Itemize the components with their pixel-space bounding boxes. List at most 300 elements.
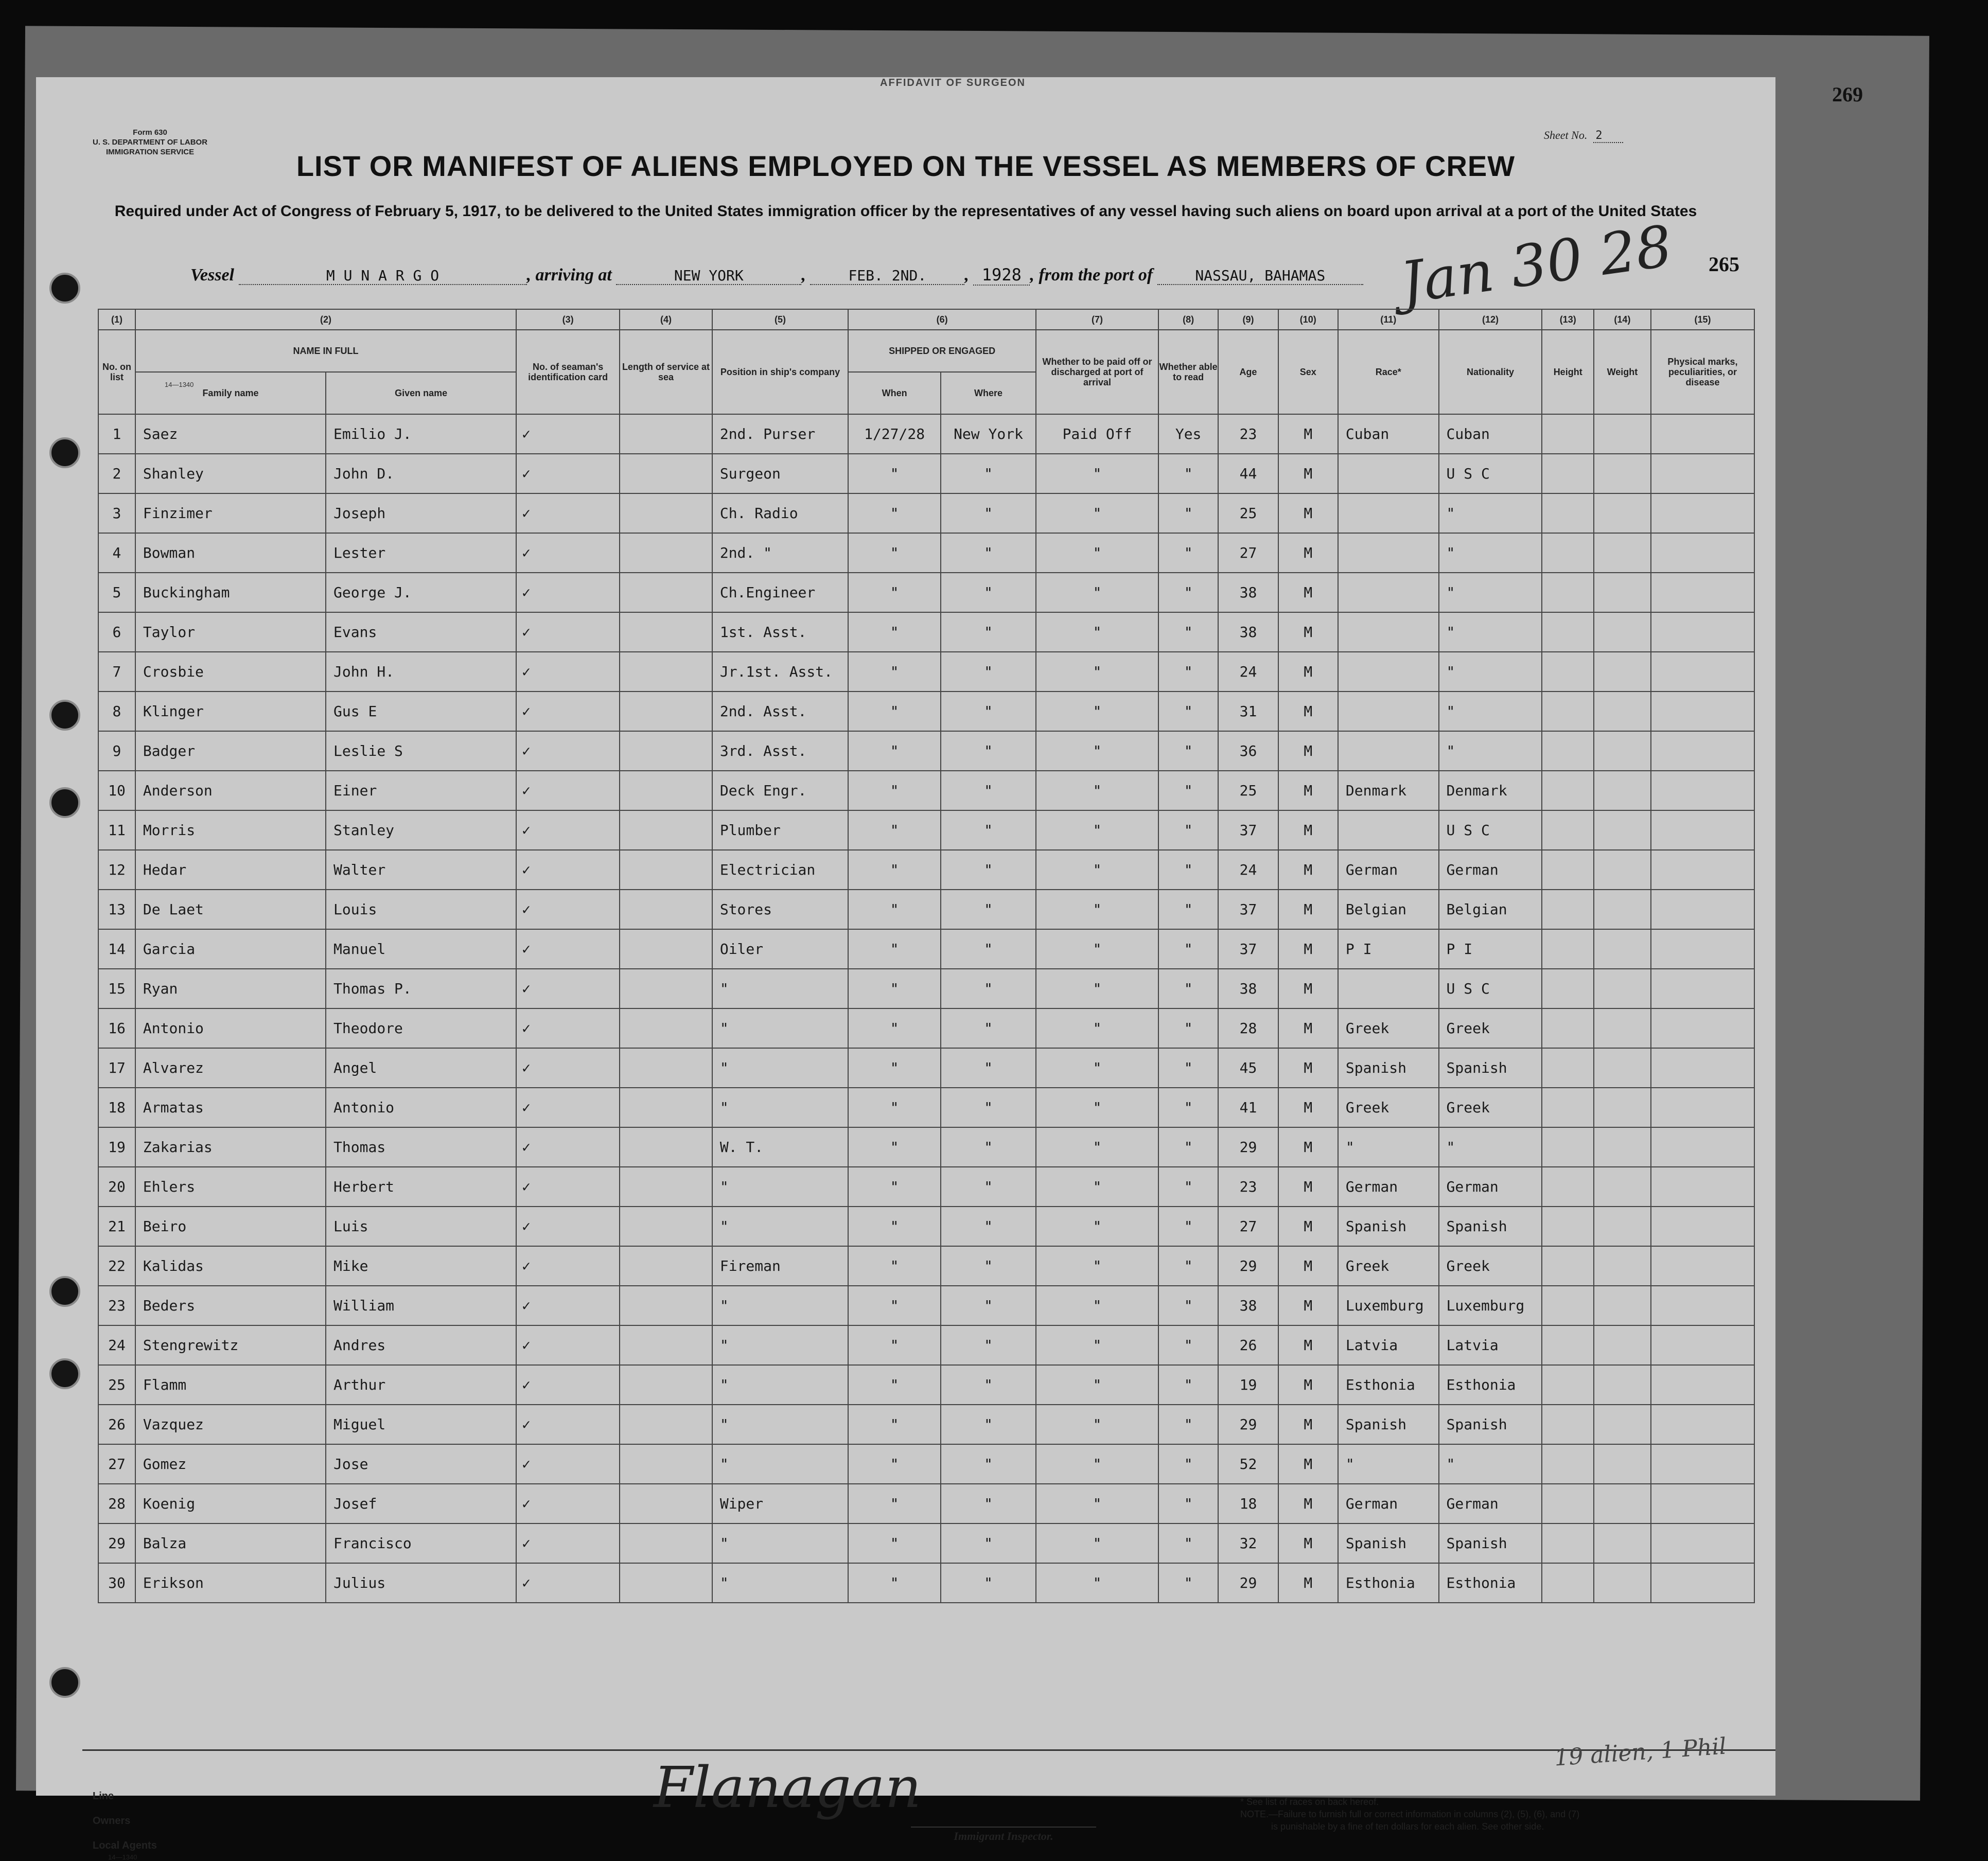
family-name: Beders (135, 1286, 326, 1325)
empty-cell (620, 612, 712, 652)
empty-cell (1542, 692, 1593, 731)
given-name: Einer (326, 771, 516, 810)
shipped-where: " (941, 1325, 1036, 1365)
position: " (712, 1563, 848, 1603)
empty-cell (1542, 810, 1593, 850)
sex: M (1278, 1444, 1338, 1484)
empty-cell (1594, 1405, 1651, 1444)
sex: M (1278, 1048, 1338, 1088)
shipped-when: " (848, 612, 941, 652)
race (1338, 731, 1439, 771)
sex: M (1278, 1325, 1338, 1365)
paid-off: " (1036, 1325, 1158, 1365)
race: Greek (1338, 1008, 1439, 1048)
shipped-when: " (848, 1286, 941, 1325)
nationality: U S C (1439, 810, 1542, 850)
empty-cell (1542, 1365, 1593, 1405)
shipped-where: " (941, 454, 1036, 493)
able-to-read: " (1158, 771, 1218, 810)
row-number: 24 (98, 1325, 135, 1365)
sex: M (1278, 612, 1338, 652)
shipped-where: " (941, 850, 1036, 890)
given-name: Thomas P. (326, 969, 516, 1008)
vessel-label: Vessel (190, 265, 234, 285)
checkmark-icon: ✓ (516, 1127, 620, 1167)
paid-off: " (1036, 1048, 1158, 1088)
checkmark-icon: ✓ (516, 612, 620, 652)
race (1338, 969, 1439, 1008)
sex: M (1278, 969, 1338, 1008)
header-age: Age (1218, 330, 1278, 414)
empty-cell (620, 1523, 712, 1563)
row-number: 30 (98, 1563, 135, 1603)
page-number-right: 265 (1709, 253, 1739, 276)
race (1338, 573, 1439, 612)
checkmark-icon: ✓ (516, 771, 620, 810)
able-to-read: " (1158, 731, 1218, 771)
table-row (98, 1523, 1754, 1563)
nationality: " (1439, 533, 1542, 573)
family-name: Vazquez (135, 1405, 326, 1444)
shipped-when: " (848, 533, 941, 573)
paid-off: " (1036, 890, 1158, 929)
empty-cell (620, 1127, 712, 1167)
paid-off: " (1036, 929, 1158, 969)
binder-hole (49, 273, 80, 304)
table-row (98, 414, 1754, 454)
table-row (98, 890, 1754, 929)
empty-cell (620, 1167, 712, 1207)
race: Spanish (1338, 1048, 1439, 1088)
row-number: 11 (98, 810, 135, 850)
empty-cell (1594, 1523, 1651, 1563)
shipped-when: " (848, 1048, 941, 1088)
given-name: Leslie S (326, 731, 516, 771)
row-number: 21 (98, 1207, 135, 1246)
position: Jr.1st. Asst. (712, 652, 848, 692)
paid-off: " (1036, 1207, 1158, 1246)
position: 2nd. Purser (712, 414, 848, 454)
empty-cell (1594, 1127, 1651, 1167)
age: 31 (1218, 692, 1278, 731)
voyage-line: Vessel M U N A R G O , arriving at NEW YORK , FEB. 2ND. , 1928 , from the port of NASSAU, BAHAMAS (190, 265, 1363, 286)
footer-notes (1240, 1796, 1579, 1833)
shipped-when: " (848, 1088, 941, 1127)
empty-cell (1542, 493, 1593, 533)
row-number: 19 (98, 1127, 135, 1167)
checkmark-icon: ✓ (516, 573, 620, 612)
sex: M (1278, 1365, 1338, 1405)
shipped-when: " (848, 1246, 941, 1286)
sex: M (1278, 731, 1338, 771)
col-num: (4) (620, 309, 712, 330)
paid-off: " (1036, 1405, 1158, 1444)
row-number: 25 (98, 1365, 135, 1405)
race: Esthonia (1338, 1563, 1439, 1603)
age: 37 (1218, 929, 1278, 969)
shipped-when: " (848, 1523, 941, 1563)
sex: M (1278, 692, 1338, 731)
empty-cell (1651, 850, 1754, 890)
family-name: Antonio (135, 1008, 326, 1048)
empty-cell (1594, 1484, 1651, 1523)
row-number: 10 (98, 771, 135, 810)
empty-cell (1542, 1127, 1593, 1167)
crew-manifest-table (98, 309, 1755, 1603)
table-row (98, 1405, 1754, 1444)
age: 37 (1218, 810, 1278, 850)
position: Surgeon (712, 454, 848, 493)
empty-cell (1594, 1207, 1651, 1246)
crew-rows (98, 414, 1754, 1603)
nationality: German (1439, 1484, 1542, 1523)
position: 2nd. Asst. (712, 692, 848, 731)
checkmark-icon: ✓ (516, 1088, 620, 1127)
age: 29 (1218, 1563, 1278, 1603)
row-number: 18 (98, 1088, 135, 1127)
race: Esthonia (1338, 1365, 1439, 1405)
manifest-page (36, 77, 1863, 1861)
header-race: Race* (1338, 330, 1439, 414)
row-number: 7 (98, 652, 135, 692)
empty-cell (1651, 1088, 1754, 1127)
empty-cell (620, 1286, 712, 1325)
position: Ch. Radio (712, 493, 848, 533)
age: 27 (1218, 1207, 1278, 1246)
position: 2nd. " (712, 533, 848, 573)
position: Wiper (712, 1484, 848, 1523)
nationality: Denmark (1439, 771, 1542, 810)
row-number: 8 (98, 692, 135, 731)
given-name: Mike (326, 1246, 516, 1286)
empty-cell (1651, 1207, 1754, 1246)
empty-cell (620, 810, 712, 850)
checkmark-icon: ✓ (516, 652, 620, 692)
position: " (712, 1325, 848, 1365)
checkmark-icon: ✓ (516, 533, 620, 573)
table-row (98, 1167, 1754, 1207)
empty-cell (1542, 771, 1593, 810)
race: German (1338, 1167, 1439, 1207)
empty-cell (1542, 731, 1593, 771)
paid-off: " (1036, 771, 1158, 810)
table-row (98, 692, 1754, 731)
paid-off: Paid Off (1036, 414, 1158, 454)
position: Deck Engr. (712, 771, 848, 810)
empty-cell (620, 1365, 712, 1405)
shipped-when: " (848, 692, 941, 731)
position: " (712, 1286, 848, 1325)
empty-cell (620, 454, 712, 493)
able-to-read: " (1158, 1088, 1218, 1127)
shipped-when: " (848, 969, 941, 1008)
position: " (712, 1088, 848, 1127)
nationality: Cuban (1439, 414, 1542, 454)
empty-cell (620, 1207, 712, 1246)
family-name: Hedar (135, 850, 326, 890)
row-number: 23 (98, 1286, 135, 1325)
col-num: (7) (1036, 309, 1158, 330)
table-row (98, 731, 1754, 771)
empty-cell (620, 1325, 712, 1365)
checkmark-icon: ✓ (516, 1246, 620, 1286)
sex: M (1278, 1207, 1338, 1246)
sex: M (1278, 1523, 1338, 1563)
service-name: IMMIGRATION SERVICE (105, 148, 195, 156)
checkmark-icon: ✓ (516, 692, 620, 731)
family-name: Beiro (135, 1207, 326, 1246)
shipped-where: " (941, 573, 1036, 612)
table-row (98, 810, 1754, 850)
paid-off: " (1036, 810, 1158, 850)
header-no: No. on list (98, 330, 135, 414)
race (1338, 612, 1439, 652)
race (1338, 533, 1439, 573)
shipped-where: " (941, 929, 1036, 969)
empty-cell (1542, 454, 1593, 493)
paid-off: " (1036, 1286, 1158, 1325)
empty-cell (1594, 771, 1651, 810)
shipped-when: " (848, 929, 941, 969)
sex: M (1278, 890, 1338, 929)
shipped-when: " (848, 1167, 941, 1207)
able-to-read: " (1158, 1365, 1218, 1405)
empty-cell (1594, 1444, 1651, 1484)
header-weight: Weight (1594, 330, 1651, 414)
empty-cell (1542, 1444, 1593, 1484)
able-to-read: " (1158, 1563, 1218, 1603)
empty-cell (1594, 454, 1651, 493)
empty-cell (1594, 652, 1651, 692)
shipped-where: " (941, 692, 1036, 731)
handwritten-tally: 19 alien, 1 Phil (1553, 1733, 1728, 1771)
header-length: Length of service at sea (620, 330, 712, 414)
arriving-label: arriving at (535, 265, 612, 285)
empty-cell (1542, 1008, 1593, 1048)
shipped-where: " (941, 1008, 1036, 1048)
given-name: Luis (326, 1207, 516, 1246)
table-row (98, 1048, 1754, 1088)
position: " (712, 969, 848, 1008)
nationality: Greek (1439, 1088, 1542, 1127)
given-name: Antonio (326, 1088, 516, 1127)
nationality: Latvia (1439, 1325, 1542, 1365)
empty-cell (1651, 612, 1754, 652)
empty-cell (1651, 1286, 1754, 1325)
given-name: Herbert (326, 1167, 516, 1207)
nationality: Greek (1439, 1246, 1542, 1286)
checkmark-icon: ✓ (516, 1325, 620, 1365)
empty-cell (1542, 1325, 1593, 1365)
family-name: Erikson (135, 1563, 326, 1603)
sex: M (1278, 1484, 1338, 1523)
sex: M (1278, 414, 1338, 454)
empty-cell (1594, 1048, 1651, 1088)
shipped-when: " (848, 850, 941, 890)
age: 44 (1218, 454, 1278, 493)
empty-cell (1651, 1048, 1754, 1088)
paid-off: " (1036, 692, 1158, 731)
shipped-where: " (941, 1167, 1036, 1207)
empty-cell (1594, 493, 1651, 533)
nationality: Spanish (1439, 1405, 1542, 1444)
empty-cell (1594, 810, 1651, 850)
row-number: 1 (98, 414, 135, 454)
empty-cell (1542, 1563, 1593, 1603)
checkmark-icon: ✓ (516, 1563, 620, 1603)
shipped-where: " (941, 1207, 1036, 1246)
note-fine: is punishable by a fine of ten dollars for each alien. See other side. (1271, 1821, 1544, 1832)
paid-off: " (1036, 454, 1158, 493)
empty-cell (1542, 850, 1593, 890)
age: 24 (1218, 850, 1278, 890)
able-to-read: " (1158, 890, 1218, 929)
empty-cell (1594, 1088, 1651, 1127)
header-when: When (848, 372, 941, 414)
departure-port: NASSAU, BAHAMAS (1157, 267, 1363, 285)
given-name: John H. (326, 652, 516, 692)
table-row (98, 1127, 1754, 1167)
race: " (1338, 1444, 1439, 1484)
checkmark-icon: ✓ (516, 1008, 620, 1048)
family-name: Crosbie (135, 652, 326, 692)
age: 41 (1218, 1088, 1278, 1127)
race (1338, 493, 1439, 533)
inspector-label: Immigrant Inspector. (911, 1827, 1096, 1843)
position: 1st. Asst. (712, 612, 848, 652)
header-position: Position in ship's company (712, 330, 848, 414)
family-name: Finzimer (135, 493, 326, 533)
sex: M (1278, 652, 1338, 692)
shipped-when: " (848, 1444, 941, 1484)
header-paid: Whether to be paid off or discharged at port of arrival (1036, 330, 1158, 414)
checkmark-icon: ✓ (516, 850, 620, 890)
race: Latvia (1338, 1325, 1439, 1365)
given-name: Jose (326, 1444, 516, 1484)
sex: M (1278, 493, 1338, 533)
table-row (98, 1325, 1754, 1365)
position: Ch.Engineer (712, 573, 848, 612)
header-nationality: Nationality (1439, 330, 1542, 414)
shipped-where: " (941, 1246, 1036, 1286)
empty-cell (1594, 969, 1651, 1008)
sheet-number: 2 (1593, 129, 1623, 143)
binder-hole (49, 437, 80, 468)
shipped-when: " (848, 493, 941, 533)
age: 18 (1218, 1484, 1278, 1523)
from-label: from the port of (1039, 265, 1153, 285)
row-number: 28 (98, 1484, 135, 1523)
table-row (98, 1008, 1754, 1048)
table-row (98, 652, 1754, 692)
empty-cell (620, 1484, 712, 1523)
given-name: Miguel (326, 1405, 516, 1444)
given-name: Angel (326, 1048, 516, 1088)
paid-off: " (1036, 573, 1158, 612)
shipped-when: 1/27/28 (848, 414, 941, 454)
empty-cell (1594, 1008, 1651, 1048)
empty-cell (1651, 454, 1754, 493)
family-name: Zakarias (135, 1127, 326, 1167)
table-row (98, 1484, 1754, 1523)
row-number: 22 (98, 1246, 135, 1286)
able-to-read: " (1158, 1484, 1218, 1523)
empty-cell (620, 1048, 712, 1088)
family-name: Balza (135, 1523, 326, 1563)
empty-cell (1651, 652, 1754, 692)
race: Denmark (1338, 771, 1439, 810)
able-to-read: " (1158, 1048, 1218, 1088)
empty-cell (1594, 731, 1651, 771)
col-num: (3) (516, 309, 620, 330)
empty-cell (1542, 1088, 1593, 1127)
family-name: Buckingham (135, 573, 326, 612)
empty-cell (1594, 1325, 1651, 1365)
given-name: John D. (326, 454, 516, 493)
given-name: Manuel (326, 929, 516, 969)
table-row (98, 573, 1754, 612)
shipped-when: " (848, 810, 941, 850)
row-number: 15 (98, 969, 135, 1008)
age: 29 (1218, 1127, 1278, 1167)
footer-rule (82, 1749, 1775, 1751)
empty-cell (1542, 1048, 1593, 1088)
age: 32 (1218, 1523, 1278, 1563)
empty-cell (1594, 1167, 1651, 1207)
empty-cell (1594, 1246, 1651, 1286)
col-num: (13) (1542, 309, 1593, 330)
nationality: Spanish (1439, 1048, 1542, 1088)
age: 28 (1218, 1008, 1278, 1048)
age: 23 (1218, 1167, 1278, 1207)
inspector-signature: Flanagan (654, 1754, 922, 1820)
checkmark-icon: ✓ (516, 969, 620, 1008)
given-name: George J. (326, 573, 516, 612)
race: Spanish (1338, 1523, 1439, 1563)
position: 3rd. Asst. (712, 731, 848, 771)
agents-code: 14—1340 (108, 1853, 137, 1861)
empty-cell (620, 493, 712, 533)
checkmark-icon: ✓ (516, 1286, 620, 1325)
empty-cell (1651, 414, 1754, 454)
able-to-read: " (1158, 1444, 1218, 1484)
shipped-where: " (941, 890, 1036, 929)
nationality: " (1439, 573, 1542, 612)
page-subtitle: Required under Act of Congress of February 5, 1917, to be delivered to the United States immigration officer by the representatives of any vessel having such aliens on board upon arrival at a port of the United States (114, 203, 1697, 220)
nationality: Spanish (1439, 1523, 1542, 1563)
given-name: William (326, 1286, 516, 1325)
nationality: " (1439, 493, 1542, 533)
empty-cell (1594, 414, 1651, 454)
given-name: Emilio J. (326, 414, 516, 454)
shipped-where: " (941, 810, 1036, 850)
given-name: Arthur (326, 1365, 516, 1405)
nationality: Greek (1439, 1008, 1542, 1048)
paid-off: " (1036, 1563, 1158, 1603)
empty-cell (1542, 573, 1593, 612)
nationality: " (1439, 612, 1542, 652)
paid-off: " (1036, 652, 1158, 692)
sex: M (1278, 929, 1338, 969)
empty-cell (1651, 1405, 1754, 1444)
age: 19 (1218, 1365, 1278, 1405)
empty-cell (620, 771, 712, 810)
nationality: U S C (1439, 969, 1542, 1008)
family-name: De Laet (135, 890, 326, 929)
shipped-when: " (848, 1127, 941, 1167)
sex: M (1278, 533, 1338, 573)
table-row (98, 612, 1754, 652)
